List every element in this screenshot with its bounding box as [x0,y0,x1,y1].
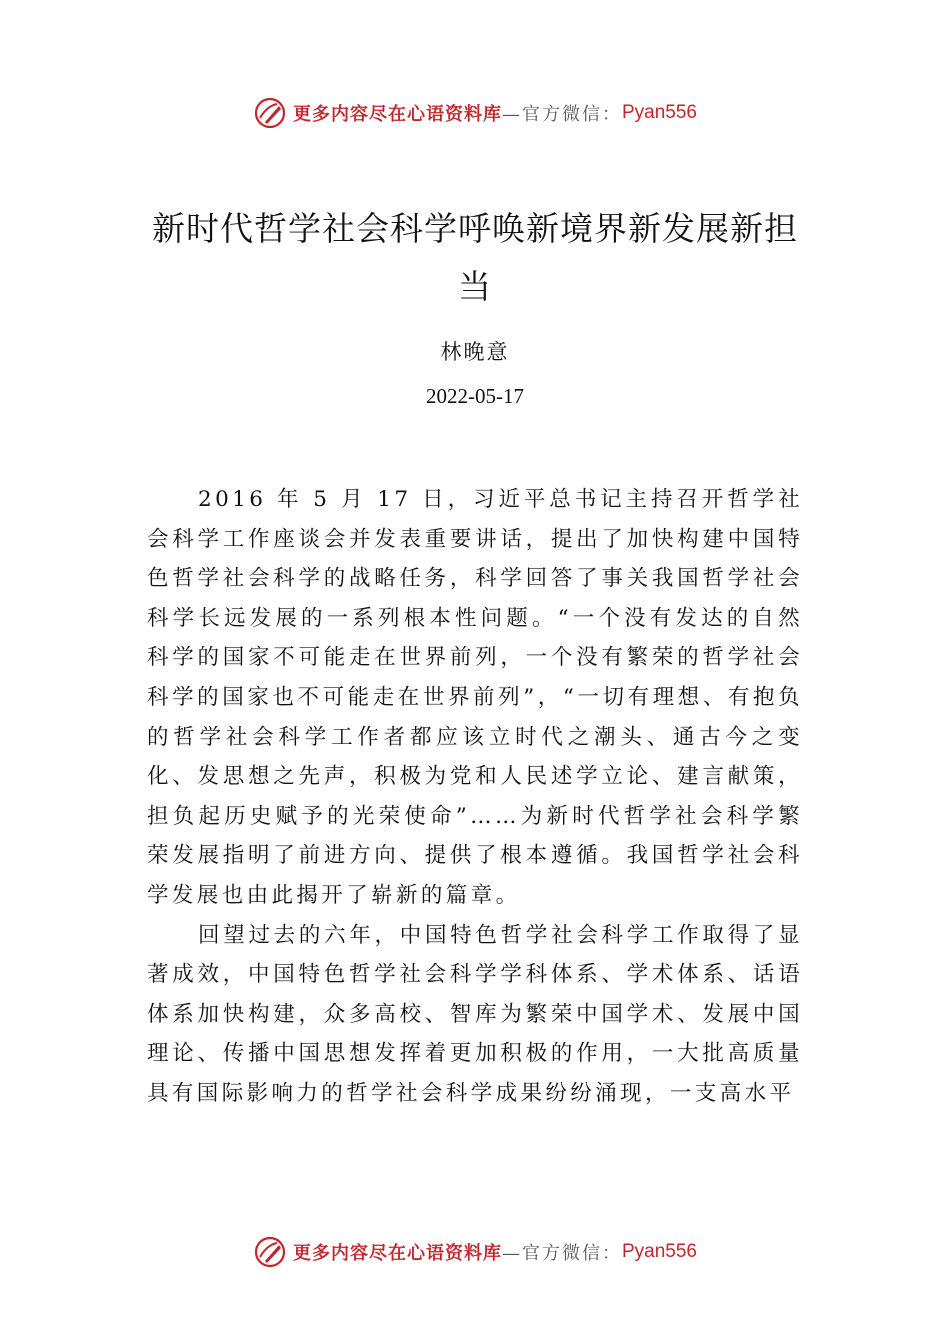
banner-wechat-id: Pyan556 [621,1241,697,1262]
article-body [147,480,803,1114]
pen-logo-icon [253,96,287,130]
banner-wechat-id: Pyan556 [621,102,697,123]
article-author: 林晚意 [440,340,510,364]
article-title: 新时代哲学社会科学呼唤新境界新发展新担当 [152,209,798,306]
paragraph: 2016 年 5 月 17 日，习近平总书记主持召开哲学社会科学工作座谈会并发表重要讲话，提出了加快构建中国特色哲学社会科学的战略任务，科学回答了事关我国哲学社会科学长远发展的一系列根本性问题。“一个没有发达的自然科学的国家不可能走在世界前列，一个没有繁荣的哲学社会科学的国家也不可能走在世界前列”，“一切有理想、有抱负的哲学社会科学工作者都应该立时代之潮头、通古今之变化、发思想之先声，积极为党和人民述学立论、建言献策，担负起历史赋予的光荣使命”……为新时代哲学社会科学繁荣发展指明了前进方向、提供了根本遵循。我国哲学社会科学发展也由此揭开了崭新的篇章。 [147,487,803,908]
article-date: 2022-05-17 [426,384,524,408]
paragraph: 回望过去的六年，中国特色哲学社会科学工作取得了显著成效，中国特色哲学社会科学学科体系、学术体系、话语体系加快构建，众多高校、智库为繁荣中国学术、发展中国理论、传播中国思想发挥着更加积极的作用，一大批高质量具有国际影响力的哲学社会科学成果纷纷涌现，一支高水平 [147,922,803,1106]
footer-banner [0,1232,950,1272]
banner-site-name: 更多内容尽在心语资料库 [292,1243,502,1264]
banner-site-name: 更多内容尽在心语资料库 [292,104,502,125]
pen-logo-icon [253,1235,287,1269]
banner-wechat-label: —官方微信： [501,104,622,125]
banner-wechat-label: —官方微信： [501,1243,622,1264]
header-banner [0,93,950,133]
